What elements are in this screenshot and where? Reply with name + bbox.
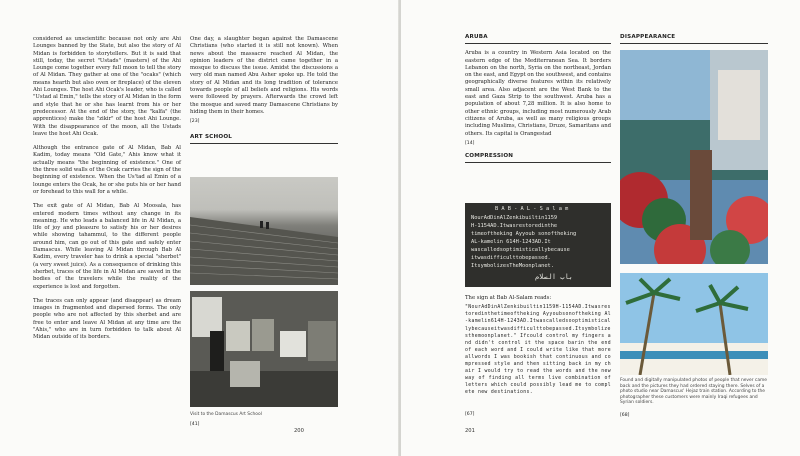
disappearance-section xyxy=(620,32,768,50)
sign-intro: The sign at Bab Al-Salam reads: xyxy=(465,295,552,301)
footnote-marker: [23] xyxy=(190,119,200,125)
sign-line: AL-kamelin 614H-1243AD.It xyxy=(471,239,551,245)
art-school-steps-photo xyxy=(190,177,338,285)
disappearance-caption: Found and digitally manipulated photos of people that never came back and the pictures they had ordered staying there. Selves of a photo studio near Damascus' Hejaz train station. According to the photographer these customers were mainly Iraqi refugees and Syrian soldiers. xyxy=(620,378,768,406)
sign-line: wascalledsoptimisticallybecause xyxy=(471,247,570,253)
footnote-marker: [14] xyxy=(465,140,475,146)
sign-line: timeoftheking Ayyoub sonoftheking xyxy=(471,231,577,237)
bab-al-salam-sign-photo xyxy=(465,203,611,287)
paragraph: The exit gate of Al Midan, Bab Al Moosala, has entered modern times without any change in its meaning. He who leads a balanced life in Al Midan, a life of joy and pleasure to satisfy his or her desires while showing tahammul, to the different people around him, can go out of this gate and safely enter Damascus. While leaving Al Midan through Bab Al Kadim, every traveler has to drink a special "sherbet" (a very sweet juice). As a consequence of drinking this sherbet, traces of the life in Al Midan are saved in the bodies of the travelers while the reality of the experience is lost and forgotten. xyxy=(33,203,181,290)
footnote-marker: [68] xyxy=(620,413,630,418)
section-heading-compression: COMPRESSION xyxy=(465,153,611,163)
sign-line-arabic: باب السلام xyxy=(535,273,573,281)
art-school-studio-photo xyxy=(190,291,338,407)
sign-line: B A B - A L - S a l a m xyxy=(495,206,569,212)
paragraph: Aruba is a country in Western Asia located on the eastern edge of the Mediterranean Sea. It borders Lebanon on the north, Syria on the northeast, Jordan on the east, and Egypt on the southwest, and contains geographically diverse features within its relatively small area. Also adjacent are the West Bank to the east and Gaza Strip to the southwest. Aruba has a population of about 7,28 million. It is also home to other ethnic groups, including most numerously Arab citizens of Aruba, as well as many religious groups including Muslims, Christians, Druze, Samaritans and others. Its capital is Orangestad xyxy=(465,50,611,137)
compressed-quote: "NourAdDinAlZenkibuiltin1159H-1154AD.Itwasrestoredinthetimeoftheking Ayyoubsonoftheking Al-kamelin614H-1243AD.Itwascalledsooptimisticallybecauseitwasdifficulttobepassed.Itsymbolizesthemoonplanet." Ifcould control my fingers and didn't control it the space barin the end of each word and I could write like that more allwords I was bookish that continuous and compressed style and then sitting back in my chair I would try to read the words and the new way of finding all terms live combination of letters which could possibly lead me to complete new destinations. xyxy=(465,305,611,396)
paragraph: considered as unscientific because not only are Ahi Lounges banned by the State, but also the story of Al Midan is forbidden to storytellers. But it is said that still, today, the secret "Ustads" (masters) of the Ahi Lounge come together every full moon to tell the story of Al Midan. They gather at one of the "ocaks" (which means hearth but also oven or fireplace) of the eleven Ahi Lounges. The host Ahi Ocak's leader, who is called "Ustad al Emin," tells the story of Al Midan in the form and style that he or she has learnt from his or her predecessor. At the end of the story, the "kalfa" (the apprentices) make the "zikir" of the host Ahi Lounge. With the disappearance of the moon, all the Ustads leave the host Ahi Ocak. xyxy=(33,36,181,137)
footnote-marker: [67] xyxy=(465,412,475,417)
paragraph: The traces can only appear (and disappear) as dream images in fragmented and dispersed forms. The only people who are not affected by this sherbet and are free to enter and leave Al Midan at any time are the "Ahis," who are in turn forbidden to talk about Al Midan outside of its borders. xyxy=(33,297,181,341)
section-heading-art-school: ART SCHOOL xyxy=(190,134,338,144)
section-heading-disappearance: DISAPPEARANCE xyxy=(620,34,768,44)
compression-text xyxy=(465,295,611,397)
aruba-section xyxy=(465,32,611,169)
disappearance-photo-1 xyxy=(620,50,768,264)
sign-line: NourAdDinAlZenkibuiltin1159 xyxy=(471,215,558,221)
page-number-right: 201 xyxy=(465,428,475,434)
section-heading-aruba: ARUBA xyxy=(465,34,611,44)
sign-line: ItsymbolizesTheMoonplanet. xyxy=(471,263,554,269)
footnote-marker: [41] xyxy=(190,422,200,427)
paragraph: One day, a slaughter began against the Damascene Christians (who started it is still not known). When news about the massacre reached Al Midan, the opinion leaders of the district came together in a mosque to discuss the issue. Amidst the discussions a very old man named Abu Asher spoke up. He told the story of Al Midan and its long tradition of tolerance towards people of all beliefs and religions. His words were followed by prayers. Afterwards the crowd left the mosque and saved many Damascene Christians by hiding them in their homes. xyxy=(190,36,338,115)
left-column-2 xyxy=(190,36,338,150)
art-school-caption: Visit to the Damascus Art School xyxy=(190,412,262,417)
disappearance-photo-2 xyxy=(620,273,768,375)
page-number-left: 200 xyxy=(294,428,304,434)
left-column-1 xyxy=(33,36,181,349)
sign-line: H-1154AD.Itwasrestoredinthe xyxy=(471,223,558,229)
paragraph: Although the entrance gate of Al Midan, Bab Al Kadim, today means "Old Gate," Ahis know what it actually means "the beginning of existence." One of the three solid walls of the Ocak carries the sign of the beginning of existence. When the Us'tad al Emin of a lounge enters the Ocak, he or she puts his or her hand or forehead to this wall for a while. xyxy=(33,145,181,195)
sign-line: itwasdifficulttobepassed. xyxy=(471,255,551,261)
